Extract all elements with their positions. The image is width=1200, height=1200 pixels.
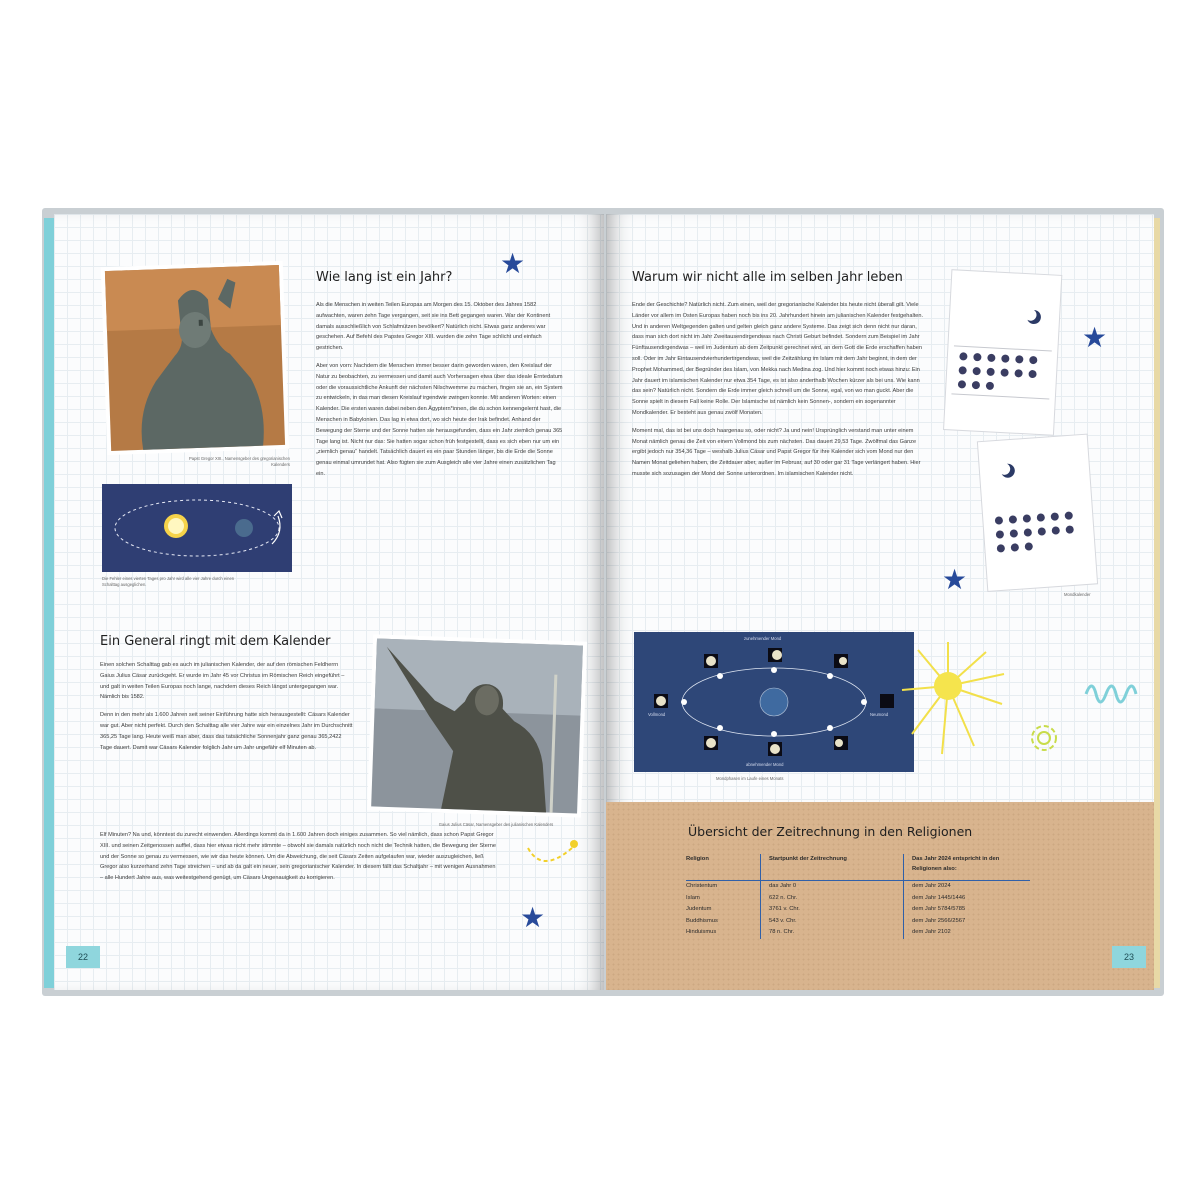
cell-year: dem Jahr 5784/5785 <box>904 904 1031 916</box>
cell-start: 543 v. Chr. <box>761 916 904 928</box>
title-general-calendar: Ein General ringt mit dem Kalender <box>100 634 331 649</box>
paragraph: Ende der Geschichte? Natürlich nicht. Zum einen, weil der gregorianische Kalender bis heute nicht überall gilt. Viele Länder vor allem im Osten Europas haben noch bis ins 20. Jahrhundert hinein am julianischen Kalender festgehalten. Und in anderen Weltgegenden galten und gelten gleich ganz andere Systeme. Das zeigt sich denn nicht nur daran, dass man sich dort nicht im Jahr Zweitausendirgendwas nach Christi Geburt befindet. Sondern zum Beispiel im Jahr Fünftausendirgendwas – weil im Judentum ab dem Zeitpunkt gerechnet wird, an dem Gott die Erde erschaffen haben soll. Oder im Jahr Eintausendvierhundertirgendwas, weil die Zeitzählung im Islam mit dem Jahr beginnt, in dem der Prophet Mohammed, der Begründer des Islam, von Mekka nach Medina zog. Und hier kommt noch etwas hinzu: Ein Jahr dauert im islamischen Kalender nur etwa 354 Tage, es ist also anderthalb Wochen kürzer als bei uns. Wie kann das sein? Natürlich nicht. Sondern die Erde immer gleich schnell um die Sonne, egal, von wo man guckt. Aber die Sonne spielt in diesem Fall keine Rolle. Der Islamische ist nämlich kein Sonnen-, sondern ein sogenannter Mondkalender. Er besteht aus genau zwölf Monaten. <box>632 302 924 416</box>
moon-caption: Mondphasen im Laufe eines Monats <box>716 776 784 781</box>
text-block-not-same-year <box>632 300 930 487</box>
paragraph: Aber von vorn: Nachdem die Menschen immer besser darin geworden waren, den Kreislauf der Natur zu beobachten, zu vermessen und damit auch Vorhersagen etwa über das ideale Erntedatum oder die voraussichtliche Ankunft der nächsten Nilschwemme zu machen, fingen sie an, ein System zu entwickeln, in das man diesen Kreislauf irgendwie zwingen konnte. Mit anderen Worten: einen Kalender. Die ersten waren dabei neben den Ägyptern*innen, die du schon kennengelernt hast, die Menschen in Babylonien. Das lag in etwa dort, wo sich heute der Irak befindet. Anhand der Bewegung der Sterne und der Sonne hatten sie herausgefunden, dass ein Jahr ziemlich genau 365 Tage lang ist. Nicht nur das: Sie hatten sogar schon früh festgestellt, dass es sich eben nur um ein „ziemlich genau“ handelt. Tatsächlich dauert es ein paar Stunden länger, bis die Erde die Sonne genau einmal umrundet hat. Also fügten sie zum Ausgleich alle vier Jahre einen zusätzlichen Tag ein. <box>316 362 563 477</box>
cell-religion: Buddhismus <box>686 917 718 924</box>
paragraph: Elf Minuten? Na und, könntest du zurecht einwenden. Allerdings kommt da in 1.600 Jahren doch einiges zusammen. So viel nämlich, dass schon Papst Gregor XIII. und seinen Zeitgenossen auffiel, dass hier etwas nicht mehr stimmte – obwohl sie damals natürlich noch nicht die Technik hatten, die Bewegung der Sterne und der Sonne so genau zu vermessen, wie wir das heute können. Um die Abweichung, die seit Cäsars Zeiten aufgelaufen war, wieder auszugleichen, ließ Gregor also kurzerhand zehn Tage streichen – und ab da galt ein neuer, sein gregorianischer Kalender. In diesem fällt das Schaltjahr – mit wenigen Ausnahmen – alle Hundert Jahre aus, was weitestgehend genügt, um Cäsars Ungenauigkeit zu korrigieren. <box>100 832 496 882</box>
table-row <box>686 904 1030 916</box>
caesar-statue-photo <box>364 632 590 822</box>
title-how-long-year: Wie lang ist ein Jahr? <box>316 270 453 285</box>
caesar-caption: Gaius Julius Cäsar, Namensgeber des julianischen Kalenders <box>438 822 554 827</box>
cell-start: 78 n. Chr. <box>761 927 904 939</box>
orbit-caption: Die Fehler eines vierten Tages pro Jahr wird alle vier Jahre durch einen Schalttag ausgeglichen. <box>102 576 235 587</box>
table-row <box>686 881 1030 893</box>
cell-religion: Hinduismus <box>686 929 717 935</box>
page-edge-left <box>44 218 54 988</box>
cell-year: dem Jahr 2024 <box>904 881 1031 893</box>
page-number-right: 23 <box>1112 946 1146 968</box>
star-icon: ★ <box>500 248 526 279</box>
cell-start: 3761 v. Chr. <box>761 904 904 916</box>
cell-religion: Christentum <box>686 883 718 889</box>
text-block-general <box>100 660 354 760</box>
paragraph: Denn in den mehr als 1.600 Jahren seit seiner Einführung hatte sich herausgestellt: Cäsars Kalender war gut. Aber nicht perfekt. Durch den Schalttag alle vier Jahre war ein einzelnes Jahr im Durchschnitt 365,25 Tage lang. Heute weiß man aber, dass das tatsächliche Sonnenjahr ganz genau 365,2422 Tage dauert. Damit war Cäsars Kalender folglich Jahr um Jahr ungefähr elf Minuten ab. <box>100 712 353 751</box>
header-year-2024: Das Jahr 2024 entspricht in den Religionen also: <box>904 854 1031 881</box>
right-page <box>606 214 1154 990</box>
pope-gregor-photo <box>100 260 290 456</box>
table-row <box>686 927 1030 939</box>
flower-icon <box>1026 720 1062 756</box>
dashed-arrow-icon <box>522 834 584 872</box>
cell-year: dem Jahr 2566/2567 <box>904 916 1031 928</box>
text-block-eleven-minutes <box>100 830 500 891</box>
moon-phases-diagram <box>634 632 914 772</box>
cell-religion: Judentum <box>686 906 712 912</box>
sun-icon <box>898 638 1012 758</box>
star-icon: ★ <box>1082 322 1108 353</box>
header-religion: Religion <box>686 854 761 881</box>
paragraph: Als die Menschen in weiten Teilen Europas am Morgen des 15. Oktober des Jahres 1582 aufwachten, waren zehn Tage vergangen, seit sie ins Bett gegangen waren. War der Kontinent damals ausschließlich von Schlafmützen bevölkert? Natürlich nicht. Etwas ganz anderes war geschehen. Auf Befehl des Papstes Gregor XIII. wurden die zehn Tage schlicht und einfach gestrichen. <box>316 302 551 352</box>
moon-orbit-graphic <box>634 632 914 772</box>
religions-table <box>686 854 1030 939</box>
text-block-year <box>316 300 566 487</box>
cell-religion: Islam <box>686 894 700 901</box>
squiggle-icon <box>1080 670 1150 720</box>
title-not-same-year: Warum wir nicht alle im selben Jahr leben <box>632 270 903 285</box>
paragraph: Moment mal, das ist bei uns doch haargenau so, oder nicht? Ja und nein! Ursprünglich verstand man unter einem Monat nämlich genau die Zeit von einem Vollmond bis zum nächsten. Das dauert 29,53 Tage. Zwölfmal das Ganze ergibt jedoch nur 354,36 Tage – weshalb Julius Cäsar und Papst Gregor für ihre Kalender sich vom Mond nur den Namen Monat geliehen haben, die Zeitdauer aber, außer im Februar, auf 30 oder gar 31 Tage verlängert haben. Hier musste sich sozusagen der Mond der Sonne unterordnen. Im islamischen Kalender nicht. <box>632 427 921 477</box>
table-title: Übersicht der Zeitrechnung in den Religionen <box>688 824 973 839</box>
moon-label-right: Neumond <box>870 712 889 717</box>
page-edge-right <box>1154 218 1160 988</box>
moon-label-left: Vollmond <box>648 712 666 717</box>
cell-start: 622 n. Chr. <box>761 893 904 905</box>
cell-year: dem Jahr 1445/1446 <box>904 893 1031 905</box>
left-page <box>54 214 604 990</box>
star-icon: ★ <box>942 564 968 595</box>
star-icon: ★ <box>520 902 546 933</box>
table-row <box>686 916 1030 928</box>
paragraph: Einen solchen Schalttag gab es auch im julianischen Kalender, der auf den römischen Feldherrn Gaius Julius Cäsar zurückgeht. Er wurde im Jahr 45 vor Christus im Römischen Reich eingeführt – und galt in weiten Teilen Europas noch lange, nachdem dieses Reich längst untergegangen war. Nämlich bis 1582. <box>100 662 345 701</box>
earth-orbit-diagram <box>102 484 292 572</box>
page-number-left: 22 <box>66 946 100 968</box>
moon-label-bottom: abnehmender Mond <box>746 762 784 767</box>
pope-caption: Papst Gregor XIII., Namensgeber des gregorianischen Kalenders <box>188 456 290 467</box>
moon-label-top: zunehmender Mond <box>744 636 782 641</box>
table-header-row <box>686 854 1030 881</box>
cell-start: das Jahr 0 <box>761 881 904 893</box>
header-start: Startpunkt der Zeitrechnung <box>761 854 904 881</box>
cell-year: dem Jahr 2102 <box>904 927 1031 939</box>
calendar-caption: Mondkalender <box>1064 592 1091 597</box>
table-row <box>686 893 1030 905</box>
open-book <box>42 208 1164 998</box>
